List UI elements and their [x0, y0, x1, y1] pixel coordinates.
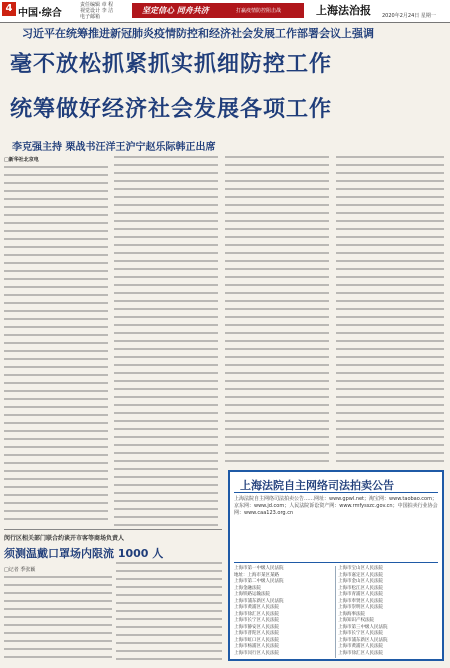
issue-date: 2020年2月24日 星期一 [382, 13, 436, 19]
court-entry: 上海知识产权法院 [338, 618, 374, 623]
article2-column-2 [116, 562, 222, 664]
article2-kicker: 闵行区相关部门联合约谈开市客等商场负责人 [4, 535, 125, 542]
court-list-right [338, 566, 438, 657]
court-entry: 上海市黄浦区人民法院 [338, 644, 383, 649]
headline-line-2: 统筹做好经济社会发展各项工作 [10, 97, 333, 122]
court-entry: 上海市普陀区人民法院 [234, 631, 279, 636]
article2-column-1 [4, 576, 112, 664]
court-entry: 上海市奉贤区人民法院 [338, 598, 383, 604]
court-entry: 上海市浦东新区人民法院 [338, 637, 388, 643]
auction-notice-column-divider [335, 566, 336, 658]
article-dateline: □新华社北京电 [4, 157, 39, 163]
court-entry: 上海市黄浦区人民法院 [234, 605, 279, 610]
court-entry: 上海市第一中级人民法院 [234, 566, 284, 571]
auction-notice-rule [234, 492, 438, 493]
court-entry: 上海铁路运输法院 [234, 592, 270, 597]
article2-byline: □记者 季张颖 [4, 567, 36, 573]
court-entry: 上海市第二中级人民法院 [234, 579, 284, 584]
auction-notice-rule-2 [234, 562, 438, 563]
court-entry: 上海市第三中级人民法院 [338, 624, 388, 630]
court-entry: 上海市浦东新区人民法院 [234, 598, 284, 604]
court-entry: 地址：上海市某区某路 [234, 572, 279, 578]
court-entry: 上海市青浦区人民法院 [338, 592, 383, 597]
court-entry: 上海金融法院 [234, 585, 261, 591]
headline-kicker: 习近平在统筹推进新冠肺炎疫情防控和经济社会发展工作部署会议上强调 [22, 27, 374, 40]
article-column-3 [225, 156, 329, 466]
court-entry: 上海市金山区人民法院 [338, 579, 383, 584]
court-entry: 上海市松江区人民法院 [338, 585, 383, 591]
court-entry: 上海市闵行区人民法院 [234, 650, 279, 656]
article-column-2 [114, 156, 218, 526]
article-column-4 [336, 156, 444, 466]
court-entry: 上海市杨浦区人民法院 [234, 644, 279, 649]
section-number-badge: 4 [2, 2, 16, 16]
court-entry: 上海市长宁区人民法院 [234, 618, 279, 623]
court-entry: 上海市长宁区人民法院 [338, 631, 383, 636]
auction-notice-title: 上海法院自主网络司法拍卖公告 [240, 479, 394, 492]
article-column-1 [4, 166, 108, 526]
newspaper-name: 上海法治报 [316, 4, 371, 17]
court-entry: 上海市徐汇区人民法院 [338, 650, 383, 656]
court-entry: 上海海事法院 [338, 611, 365, 617]
court-entry: 上海市徐汇区人民法院 [234, 611, 279, 617]
auction-notice-body: 上海法院自主网络司法拍卖公告……网址：www.gpwl.net；淘宝网：www.taobao.com；京东网：www.jd.com；人民法院诉讼资产网：www.rmfysszc.gov.cn；中国拍卖行业协会网：www.caa123.org.cn [234, 496, 438, 516]
headline-line-1: 毫不放松抓紧抓实抓细防控工作 [10, 52, 333, 77]
court-list-left [234, 566, 334, 657]
campaign-banner-subtext: 打赢疫情防控阻击战 [236, 8, 282, 14]
court-entry: 上海市静安区人民法院 [234, 624, 279, 630]
editor-credits: 责任编辑 章 程 视觉设计 李 洁 电子邮箱 [80, 2, 114, 20]
article2-title: 须测温戴口罩场内限流 1000 人 [4, 547, 164, 560]
court-entry: 上海市宝山区人民法院 [338, 566, 383, 571]
court-entry: 上海市虹口区人民法院 [234, 637, 279, 643]
headline-subtitle: 李克强主持 栗战书汪洋王沪宁赵乐际韩正出席 [12, 142, 216, 153]
court-entry: 上海市崇明区人民法院 [338, 605, 383, 610]
campaign-banner-text: 坚定信心 同舟共济 [142, 6, 209, 15]
section-divider [4, 529, 222, 530]
court-entry: 上海市嘉定区人民法院 [338, 572, 383, 578]
section-title: 中国·综合 [18, 8, 62, 19]
